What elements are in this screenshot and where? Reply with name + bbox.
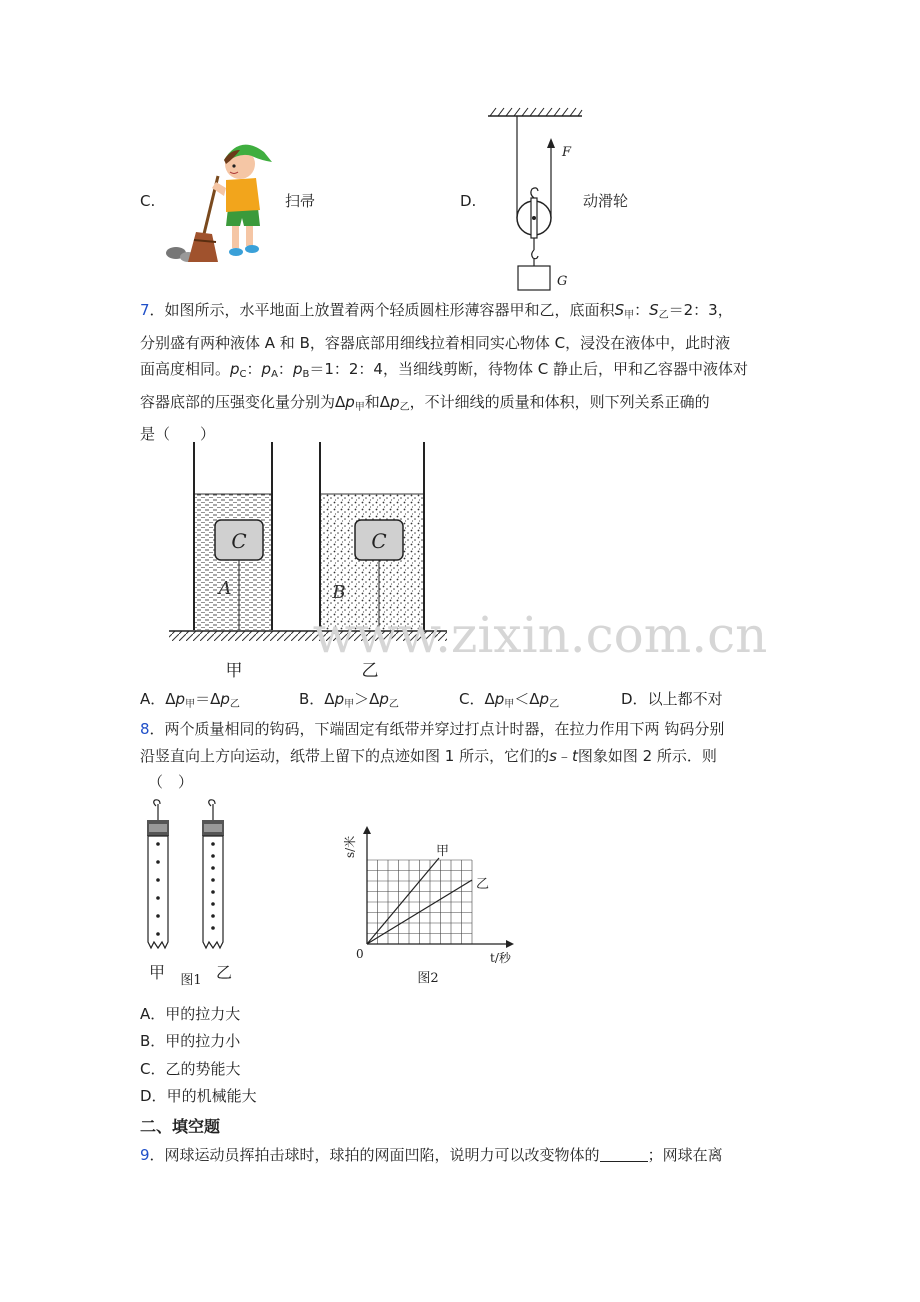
watermark: www.zixin.com.cn (312, 606, 768, 664)
q7-option-d: D．以上都不对 (621, 690, 723, 708)
liquid-b-label: B (332, 582, 346, 603)
figure-1-caption: 图1 (180, 973, 202, 988)
q7-option-b: B．$\Delta p_甲>\Delta p_乙$ (299, 690, 399, 710)
q7-option-c: C．$\Delta p_甲<\Delta p_乙$ (459, 690, 560, 710)
question-9-number: 9 (140, 1146, 150, 1164)
force-label: F (562, 145, 572, 160)
question-9-text: 9．网球运动员挥拍击球时，球拍的网面凹陷，说明力可以改变物体的 ；网球在离 (140, 1146, 723, 1164)
answer-blank[interactable] (600, 1147, 648, 1162)
liquid-a-fill (194, 494, 272, 630)
origin-label: 0 (356, 947, 364, 961)
q8-option-d: D．甲的机械能大 (140, 1087, 257, 1105)
line-yi-label: 乙 (476, 877, 490, 892)
liquid-a-label: A (218, 578, 232, 599)
section-2-title: 二、填空题 (140, 1117, 221, 1136)
tape-yi-label: 乙 (215, 963, 233, 982)
containers-figure (165, 438, 768, 688)
line-jia-label: 甲 (436, 844, 450, 859)
q8-option-b: B．甲的拉力小 (140, 1032, 241, 1050)
container-yi-label: 乙 (361, 661, 379, 681)
question-7-number: 7 (140, 301, 150, 319)
y-axis-label: s/米 (343, 835, 357, 858)
block-c-left-label: C (231, 529, 247, 553)
movable-pulley-diagram (480, 100, 590, 296)
q8-option-c: C．乙的势能大 (140, 1060, 241, 1078)
option-c-letter: C. (140, 192, 156, 210)
weight-label: G (557, 274, 568, 289)
x-axis-label: t/秒 (490, 951, 511, 965)
option-d-letter: D. (460, 192, 477, 210)
option-d-label: 动滑轮 (583, 192, 629, 210)
question-7-text: 7．如图所示，水平地面上放置着两个轻质圆柱形薄容器甲和乙，底面积$S_甲$：$S_乙=2$：3， 分别盛有两种液体 A 和 B，容器底部用细线拉着相同实心物体 C，浸没在液体中，此时液 面高度相同。$p_C$：$p_A$：$p_B=1$：2：4，当细线剪断，待物体 C 静止后，甲和乙容器中液体对 容器底部的压强变化量分别为$\Delta p_甲$和$\Delta p_乙$，不计细线的质量和体积，则下列关系正确的 是（ ） (140, 301, 748, 443)
question-8-text: 8．两个质量相同的钩码，下端固定有纸带并穿过打点计时器，在拉力作用下两 钩码分别 沿竖直向上方向运动，纸带上留下的点迹如图 1 所示，它们的s﹣t图象如图 2 所示．则 （ ） (140, 720, 725, 791)
question-8-number: 8 (140, 720, 150, 738)
figure-2-caption: 图2 (417, 971, 439, 986)
block-c-right-label: C (371, 529, 387, 553)
q7-option-a: A．$\Delta p_甲=\Delta p_乙$ (140, 690, 240, 710)
boy-sweeping-image (160, 130, 278, 266)
container-jia-label: 甲 (225, 661, 243, 681)
tape-jia-label: 甲 (148, 963, 166, 982)
q8-option-a: A．甲的拉力大 (140, 1005, 241, 1023)
st-graph (340, 822, 530, 992)
tapes-figure (136, 802, 256, 988)
option-c-label: 扫帚 (285, 192, 316, 210)
